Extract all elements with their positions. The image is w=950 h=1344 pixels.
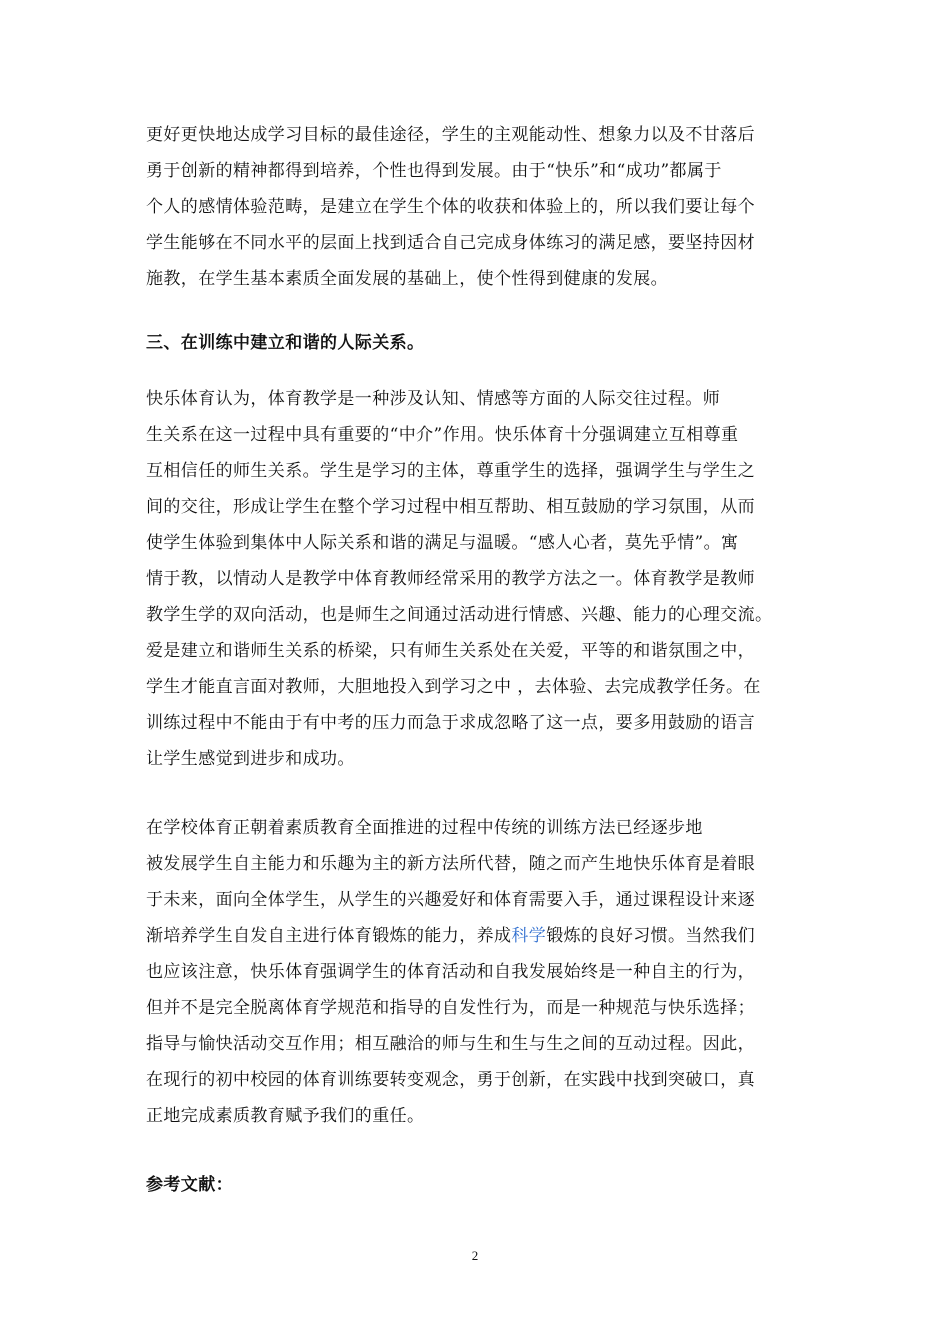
paragraph-line: 个人的感情体验范畴，是建立在学生个体的收获和体验上的，所以我们要让每个 <box>146 197 755 217</box>
paragraph-line: 指导与愉快活动交互作用；相互融洽的师与生和生与生之间的互动过程。因此， <box>146 1034 755 1054</box>
paragraph-line: 于未来，面向全体学生，从学生的兴趣爱好和体育需要入手，通过课程设计来逐 <box>146 890 755 910</box>
paragraph-line: 互相信任的师生关系。学生是学习的主体，尊重学生的选择，强调学生与学生之 <box>146 461 755 481</box>
paragraph-line: 但并不是完全脱离体育学规范和指导的自发性行为，而是一种规范与快乐选择； <box>146 998 755 1018</box>
paragraph-text: 渐培养学生自发自主进行体育锻炼的能力，养成 <box>146 926 512 946</box>
paragraph-line: 训练过程中不能由于有中考的压力而急于求成忽略了这一点，要多用鼓励的语言 <box>146 713 755 733</box>
paragraph-line: 教学生学的双向活动，也是师生之间通过活动进行情感、兴趣、能力的心理交流。 <box>146 605 773 625</box>
paragraph-line: 也应该注意，快乐体育强调学生的体育活动和自我发展始终是一种自主的行为， <box>146 962 755 982</box>
page-number: 2 <box>471 1248 479 1263</box>
paragraph-line: 爱是建立和谐师生关系的桥梁，只有师生关系处在关爱，平等的和谐氛围之中， <box>146 641 755 661</box>
paragraph-line: 生关系在这一过程中具有重要的“中介”作用。快乐体育十分强调建立互相尊重 <box>146 425 739 445</box>
paragraph-line: 更好更快地达成学习目标的最佳途径，学生的主观能动性、想象力以及不甘落后 <box>146 125 755 145</box>
paragraph-line: 使学生体验到集体中人际关系和谐的满足与温暖。“感人心者，莫先乎情”。寓 <box>146 533 739 553</box>
paragraph-line: 施教，在学生基本素质全面发展的基础上，使个性得到健康的发展。 <box>146 269 668 289</box>
paragraph-line: 被发展学生自主能力和乐趣为主的新方法所代替，随之而产生地快乐体育是着眼 <box>146 854 755 874</box>
science-link[interactable]: 科学 <box>511 926 547 946</box>
paragraph-line: 勇于创新的精神都得到培养，个性也得到发展。由于“快乐”和“成功”都属于 <box>146 161 722 181</box>
paragraph-line: 间的交往，形成让学生在整个学习过程中相互帮助、相互鼓励的学习氛围，从而 <box>146 497 755 517</box>
paragraph-line: 在学校体育正朝着素质教育全面推进的过程中传统的训练方法已经逐步地 <box>146 818 703 838</box>
paragraph-line: 学生能够在不同水平的层面上找到适合自己完成身体练习的满足感，要坚持因材 <box>146 233 755 253</box>
paragraph-line: 正地完成素质教育赋予我们的重任。 <box>146 1106 425 1126</box>
paragraph-line-with-link <box>146 924 806 948</box>
section-heading: 三、在训练中建立和谐的人际关系。 <box>146 333 425 353</box>
references-heading: 参考文献： <box>146 1175 233 1195</box>
paragraph-line: 让学生感觉到进步和成功。 <box>146 749 355 769</box>
paragraph-line: 在现行的初中校园的体育训练要转变观念，勇于创新，在实践中找到突破口，真 <box>146 1070 755 1090</box>
paragraph-line: 情于教，以情动人是教学中体育教师经常采用的教学方法之一。体育教学是教师 <box>146 569 755 589</box>
paragraph-line: 快乐体育认为，体育教学是一种涉及认知、情感等方面的人际交往过程。师 <box>146 389 721 409</box>
paragraph-line: 学生才能直言面对教师，大胆地投入到学习之中 ，去体验、去完成教学任务。在 <box>146 677 761 697</box>
paragraph-text: 锻炼的良好习惯。当然我们 <box>546 926 756 946</box>
